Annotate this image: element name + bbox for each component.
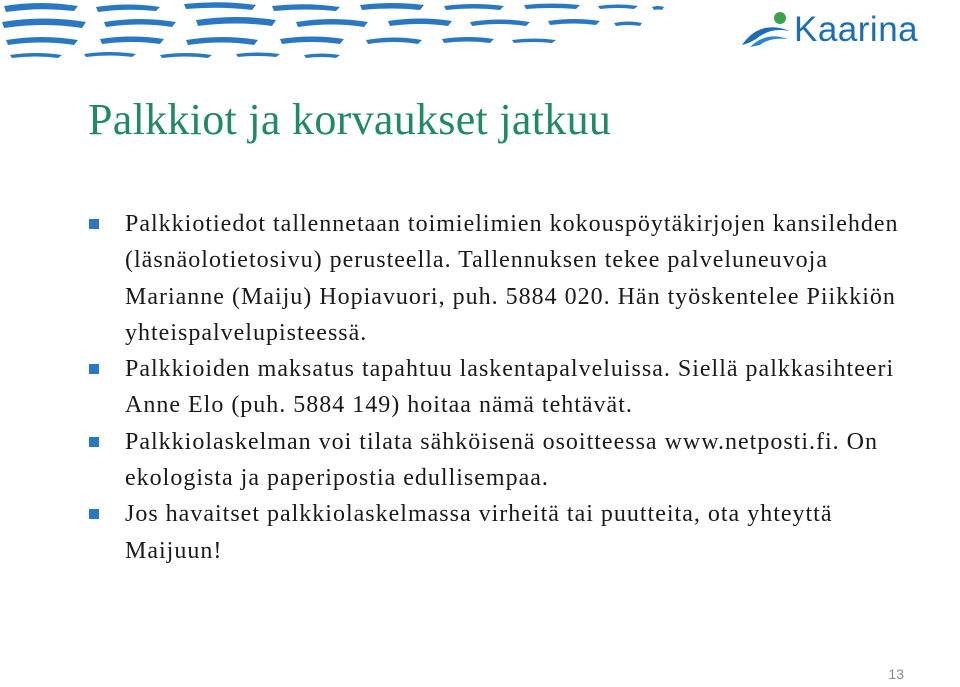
kaarina-logo-mark-icon <box>740 9 792 49</box>
wave-decoration <box>0 0 680 62</box>
slide-title: Palkkiot ja korvaukset jatkuu <box>88 95 612 144</box>
square-bullet-icon <box>88 436 100 448</box>
bullet-text: Palkkioiden maksatus tapahtuu laskentapalveluissa. Siellä palkkasihteeri Anne Elo (puh. 5884 149) hoitaa nämä tehtävät. <box>125 356 895 419</box>
bullet-text: Palkkiotiedot tallennetaan toimielimien kokouspöytäkirjojen kansilehden (läsnäolotietosivu) perusteella. Tallennuksen tekee palveluneuvoja Marianne (Maiju) Hopiavuori, puh. 5884 020. Hän työskentelee Piikkiön yhteispalvelupisteessä. <box>125 211 899 346</box>
kaarina-logo <box>740 6 950 52</box>
square-bullet-icon <box>88 508 100 520</box>
bullet-text: Jos havaitset palkkiolaskelmassa virheitä tai puutteita, ota yhteyttä Maijuun! <box>125 501 833 564</box>
logo-text: Kaarina <box>794 9 919 49</box>
page-number: 13 <box>888 666 904 682</box>
bullet-text: Palkkiolaskelman voi tilata sähköisenä osoitteessa www.netposti.fi. On ekologista ja paperipostia edullisempaa. <box>125 428 878 492</box>
bullet-item <box>88 424 918 497</box>
square-bullet-icon <box>88 218 100 230</box>
bullet-item <box>88 206 918 351</box>
bullet-item <box>88 351 918 424</box>
bullet-item <box>88 496 918 569</box>
square-bullet-icon <box>88 363 100 375</box>
bullet-list <box>88 206 918 569</box>
